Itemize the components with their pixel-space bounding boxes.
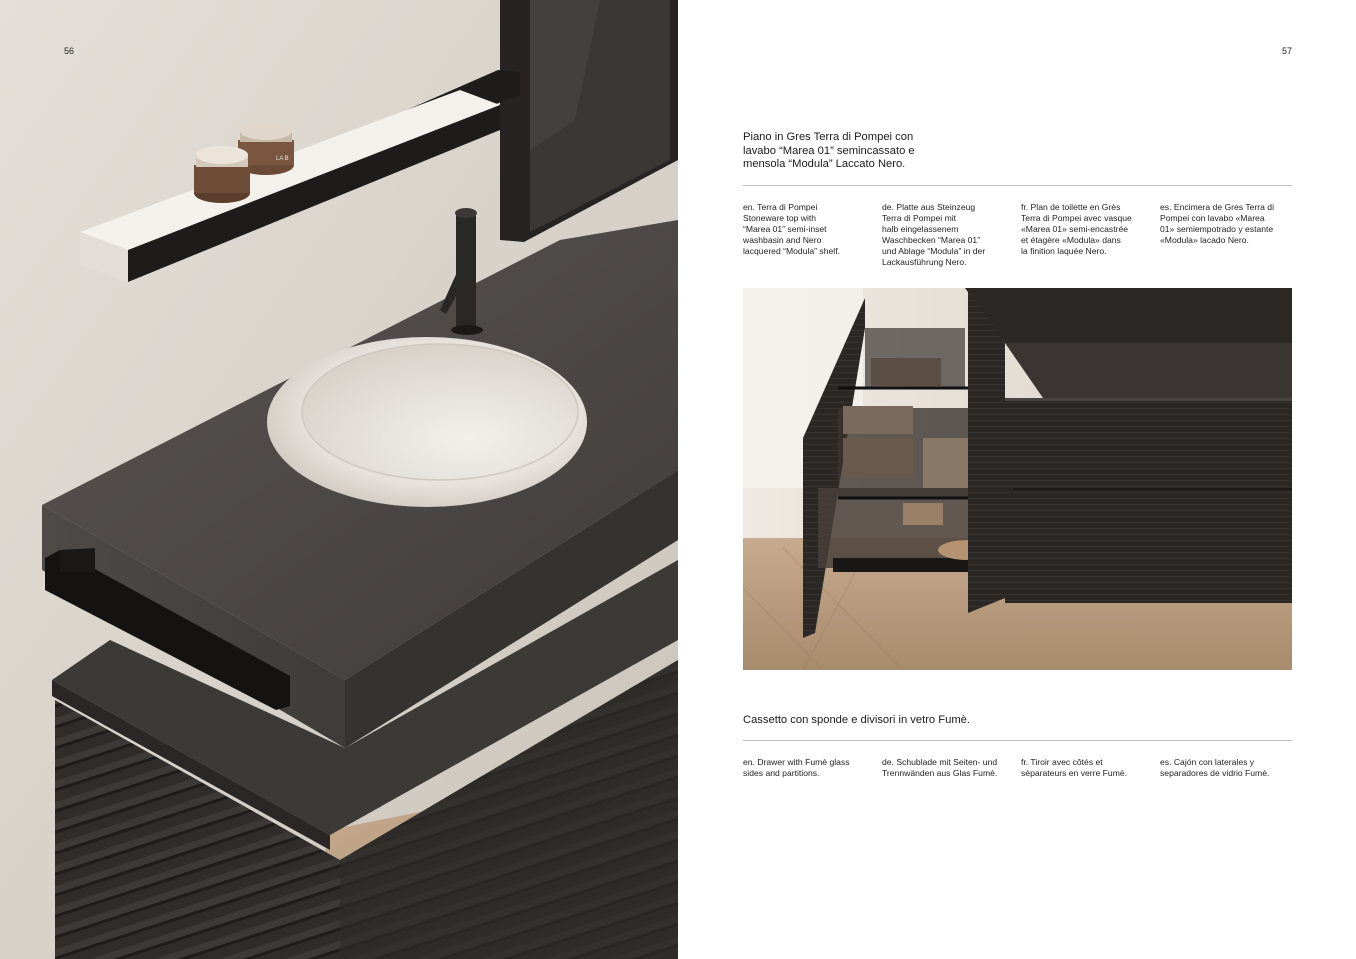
page-number-right: 57: [1282, 46, 1293, 56]
drawer-photo: [743, 288, 1292, 670]
section2-es: es. Cajón con laterales y separadores de vidrio Fumè.: [1160, 757, 1270, 778]
section1-heading: Piano in Gres Terra di Pompei con lavabo “Marea 01” semincassato e mensola “Modula” Laccato Nero.: [743, 131, 915, 171]
section2-heading: Cassetto con sponde e divisori in vetro Fumè.: [743, 714, 970, 726]
right-page: [678, 0, 1356, 959]
page-number-left: 56: [64, 46, 75, 56]
section1-fr: fr. Plan de toilette en Grès Terra di Pompei avec vasque «Marea 01» semi-encastrée et étagère «Modula» dans la finition laquée Nero.: [1021, 202, 1132, 256]
section1-es: es. Encimera de Gres Terra di Pompei con lavabo «Marea 01» semiempotrado y estante «Modula» lacado Nero.: [1160, 202, 1274, 245]
jar-label: LA B: [276, 156, 289, 162]
section1-en: en. Terra di Pompei Stoneware top with “Marea 01” semi-inset washbasin and Nero lacquered “Modula” shelf.: [743, 202, 840, 256]
section2-en: en. Drawer with Fumè glass sides and partitions.: [743, 757, 850, 778]
section1-de: de. Platte aus Steinzeug Terra di Pompei mit halb eingelassenem Waschbecken “Marea 01” und Ablage “Modula” in der Lackausführung Nero.: [882, 202, 986, 267]
section2-fr: fr. Tiroir avec côtés et séparateurs en verre Fumè.: [1021, 757, 1128, 778]
cabinet-front-right: [1005, 398, 1292, 603]
section2-de: de. Schublade mit Seiten- und Trennwänden aus Glas Fumè.: [882, 757, 998, 778]
section1-divider: [743, 185, 1292, 186]
marea-washbasin: [267, 337, 587, 507]
section2-divider: [743, 740, 1292, 741]
